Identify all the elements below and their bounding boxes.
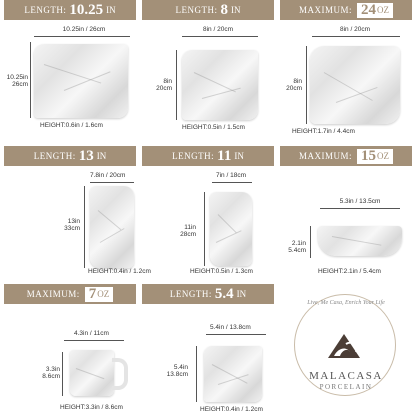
house-wave-icon <box>326 330 362 360</box>
side-inch: 8in <box>293 78 302 85</box>
side-cm: 33cm <box>64 225 80 232</box>
side-inch: 13in <box>67 218 80 225</box>
header-value-box <box>357 3 393 18</box>
brand-name: MALACASA <box>309 370 383 382</box>
height-dimension: HEIGHT:0.5in / 1.3cm <box>190 268 253 275</box>
top-dimension: 10.25in / 26cm <box>62 26 106 33</box>
product-cell-7 <box>4 284 136 414</box>
brand-logo-panel <box>286 290 406 414</box>
top-dimension-line <box>206 334 266 335</box>
top-dimension-line <box>320 208 400 209</box>
side-inch: 8in <box>163 78 172 85</box>
side-cm: 20cm <box>286 85 302 92</box>
side-dimension-line <box>62 352 63 396</box>
header-value-box <box>85 287 114 302</box>
header-value: 10.25 <box>69 1 104 18</box>
size-header <box>142 0 274 20</box>
top-dimension-line <box>34 36 130 37</box>
product-cell-6 <box>280 146 412 276</box>
header-unit: IN <box>96 151 107 161</box>
rectangular-platter-medium <box>210 192 252 266</box>
top-dimension: 5.3in / 13.5cm <box>339 198 381 205</box>
product-cell-2 <box>142 0 274 130</box>
top-dimension-line <box>212 182 252 183</box>
square-plate-medium <box>182 50 258 120</box>
side-dimension <box>58 218 80 232</box>
top-dimension-line <box>182 36 258 37</box>
header-label: LENGTH: <box>175 5 218 15</box>
side-inch: 11in <box>184 224 196 231</box>
size-header <box>142 284 274 304</box>
top-dimension-line <box>312 36 400 37</box>
top-dimension: 8in / 20cm <box>340 26 370 33</box>
header-value: 13 <box>78 147 94 164</box>
top-dimension-line <box>90 182 134 183</box>
size-header <box>4 146 136 166</box>
side-dimension-line <box>310 226 311 258</box>
square-bowl <box>318 226 402 256</box>
product-cell-4 <box>4 146 151 276</box>
height-dimension: HEIGHT:1.7in / 4.4cm <box>292 128 355 135</box>
header-value: 5.4 <box>214 285 234 302</box>
size-header <box>4 284 136 304</box>
header-unit: OZ <box>377 5 389 15</box>
size-header <box>142 146 274 166</box>
side-dimension-line <box>84 186 85 268</box>
header-value: 7 <box>88 285 97 302</box>
top-dimension: 8in / 20cm <box>203 26 233 33</box>
size-header <box>4 0 136 20</box>
side-cm: 8.6cm <box>42 373 60 380</box>
soup-plate <box>310 46 400 124</box>
side-dimension <box>6 74 28 88</box>
product-cell-5 <box>142 146 274 276</box>
header-unit: IN <box>236 289 247 299</box>
side-dimension <box>162 364 188 378</box>
side-dimension-line <box>30 42 31 118</box>
small-square-plate <box>204 346 262 402</box>
header-value-box <box>357 149 393 164</box>
square-plate-large <box>34 44 128 118</box>
header-label: LENGTH: <box>172 151 215 161</box>
height-dimension: HEIGHT:0.4in / 1.2cm <box>88 268 151 275</box>
side-inch: 5.4in <box>173 364 188 371</box>
side-cm: 28cm <box>180 231 196 238</box>
size-header <box>280 0 412 20</box>
mug <box>70 350 114 396</box>
header-label: LENGTH: <box>24 5 67 15</box>
side-dimension <box>174 224 196 238</box>
side-cm: 26cm <box>12 81 28 88</box>
mug-handle <box>112 358 128 390</box>
height-dimension: HEIGHT:2.1in / 5.4cm <box>318 268 381 275</box>
brand-tagline: Live, Me Casa, Enrich Your Life <box>307 300 385 306</box>
side-dimension <box>150 78 172 92</box>
header-value: 8 <box>220 1 228 18</box>
side-cm: 20cm <box>156 85 172 92</box>
side-dimension-line <box>204 192 205 266</box>
size-header <box>280 146 412 166</box>
side-dimension <box>284 240 306 254</box>
header-value: 24 <box>361 1 376 18</box>
side-cm: 5.4cm <box>288 247 306 254</box>
height-dimension: HEIGHT:0.4in / 1.2cm <box>200 406 263 413</box>
top-dimension: 7in / 18cm <box>216 172 246 179</box>
side-dimension-line <box>306 46 307 124</box>
side-inch: 3.3in <box>45 366 60 373</box>
header-unit: IN <box>106 5 116 15</box>
height-dimension: HEIGHT:3.3in / 8.6cm <box>60 404 123 411</box>
header-label: MAXIMUM: <box>26 289 80 299</box>
header-label: MAXIMUM: <box>298 151 352 161</box>
header-value: 15 <box>361 147 376 164</box>
height-dimension: HEIGHT:0.5in / 1.5cm <box>182 124 245 131</box>
header-unit: IN <box>234 151 244 161</box>
top-dimension-line <box>64 340 124 341</box>
height-dimension: HEIGHT:0.6in / 1.6cm <box>40 122 103 129</box>
rectangular-platter-long <box>90 186 134 268</box>
header-unit: IN <box>231 5 241 15</box>
side-inch: 10.25in <box>6 74 28 81</box>
product-cell-8 <box>142 284 274 414</box>
header-label: LENGTH: <box>33 151 76 161</box>
product-cell-1 <box>4 0 136 130</box>
side-cm: 13.8cm <box>166 371 188 378</box>
top-dimension: 7.8in / 20cm <box>90 172 126 179</box>
side-dimension-line <box>196 346 197 402</box>
header-label: LENGTH: <box>169 289 212 299</box>
header-unit: OZ <box>97 289 110 299</box>
side-dimension <box>280 78 302 92</box>
header-value: 11 <box>217 147 232 164</box>
side-inch: 2.1in <box>291 240 306 247</box>
top-dimension: 4.3in / 11cm <box>74 330 109 337</box>
side-dimension <box>38 366 60 380</box>
header-unit: OZ <box>377 151 389 161</box>
header-label: MAXIMUM: <box>298 5 352 15</box>
side-dimension-line <box>176 50 177 120</box>
top-dimension: 5.4in / 13.8cm <box>210 324 251 331</box>
product-cell-3 <box>280 0 412 135</box>
brand-subtitle: PORCELAIN <box>319 383 373 391</box>
